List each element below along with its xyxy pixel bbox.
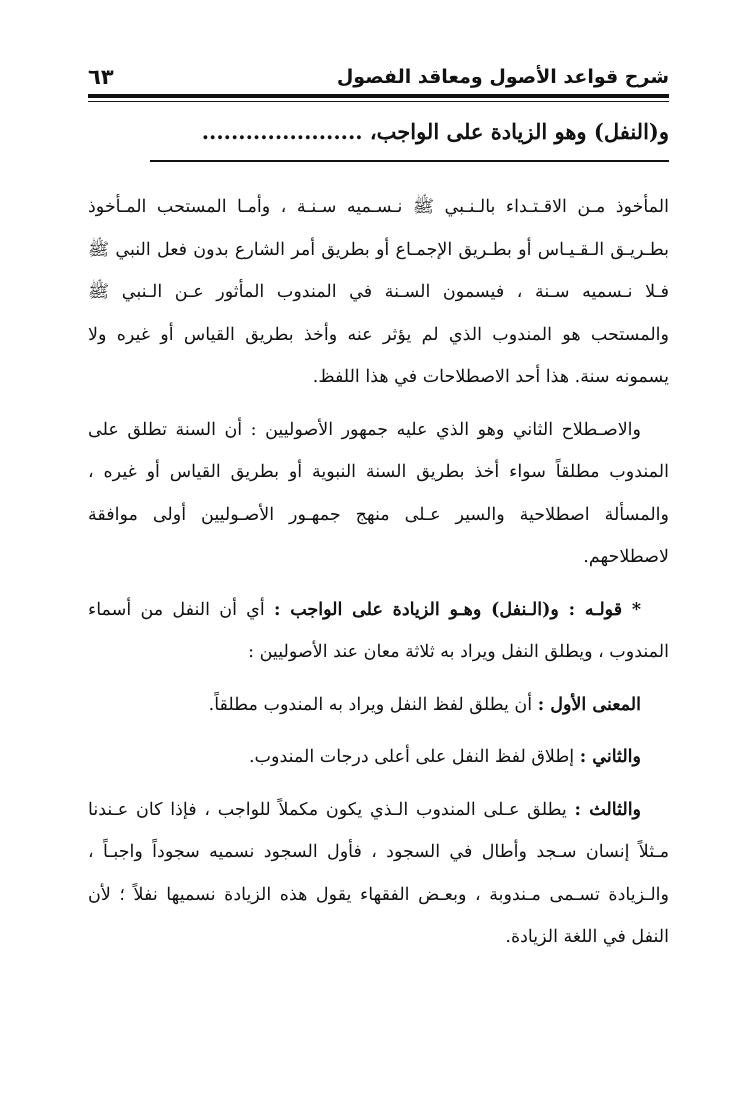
page-number: ٦٣	[88, 65, 114, 89]
matn-separator	[150, 160, 669, 162]
paragraph: والثاني : إطلاق لفظ النفل على أعلى درجات المندوب.	[248, 747, 641, 767]
matn-text: و(النفل) وهو الزيادة على الواجب، ......................	[201, 119, 669, 144]
paragraph: والاصـطلاح الثاني وهو الذي عليه جمهور الأصوليين : أن السنة تطلق على المندوب مطلقاً سواء أخذ بطريق السنة النبوية أو بطريق القياس أو غيره ، والمسألة اصطلاحية والسير عـلى منهج جمهـور الأصـوليين أولى موافقة لاصطلاحهم.	[88, 419, 669, 567]
header-rule-thick	[88, 94, 669, 98]
paragraph: المعنى الأول : أن يطلق لفظ النفل ويراد به المندوب مطلقاً.	[208, 694, 641, 715]
running-header	[88, 62, 669, 92]
paragraph: * قولـه : و(الـنفل) وهـو الزيادة على الواجب : أي أن النفل من أسماء المندوب ، ويطلق النفل ويراد به ثلاثة معان عند الأصوليين :	[88, 599, 669, 662]
paragraph: المأخوذ مـن الاقـتـداء بالـنـبي ﷺ نـسـميه سـنـة ، وأمـا المستحب المـأخوذ بطـريـق الـقـيـاس أو بطـريق الإجمـاع أو بطريق أمر الشارع بدون فعل النبي ﷺ فـلا نـسميه سـنة ، فيسمون السـنة في المندوب المأثور عـن الـنبي ﷺ والمستحب هو المندوب الذي لم يؤثر عنه وأخذ بطريق القياس أو غيره ولا يسمونه سنة. هذا أحد الاصطلاحات في هذا اللفظ.	[88, 197, 669, 387]
header-rule-thin	[88, 101, 669, 102]
commentary-body	[88, 186, 669, 969]
book-title: شرح قواعد الأصول ومعاقد الفصول	[336, 66, 669, 88]
paragraph: والثالث : يطلق عـلى المندوب الـذي يكون مكملاً للواجب ، فإذا كان عـندنا مـثلاً إنسان سـجد وأطال في السجود ، فأول السجود نسميه سجوداً واجبـاً ، والـزيادة تسـمى مـندوبة ، وبعـض الفقهاء يقول هذه الزيادة نسميها نفلاً ؛ لأن النفل في اللغة الزيادة.	[88, 799, 669, 947]
